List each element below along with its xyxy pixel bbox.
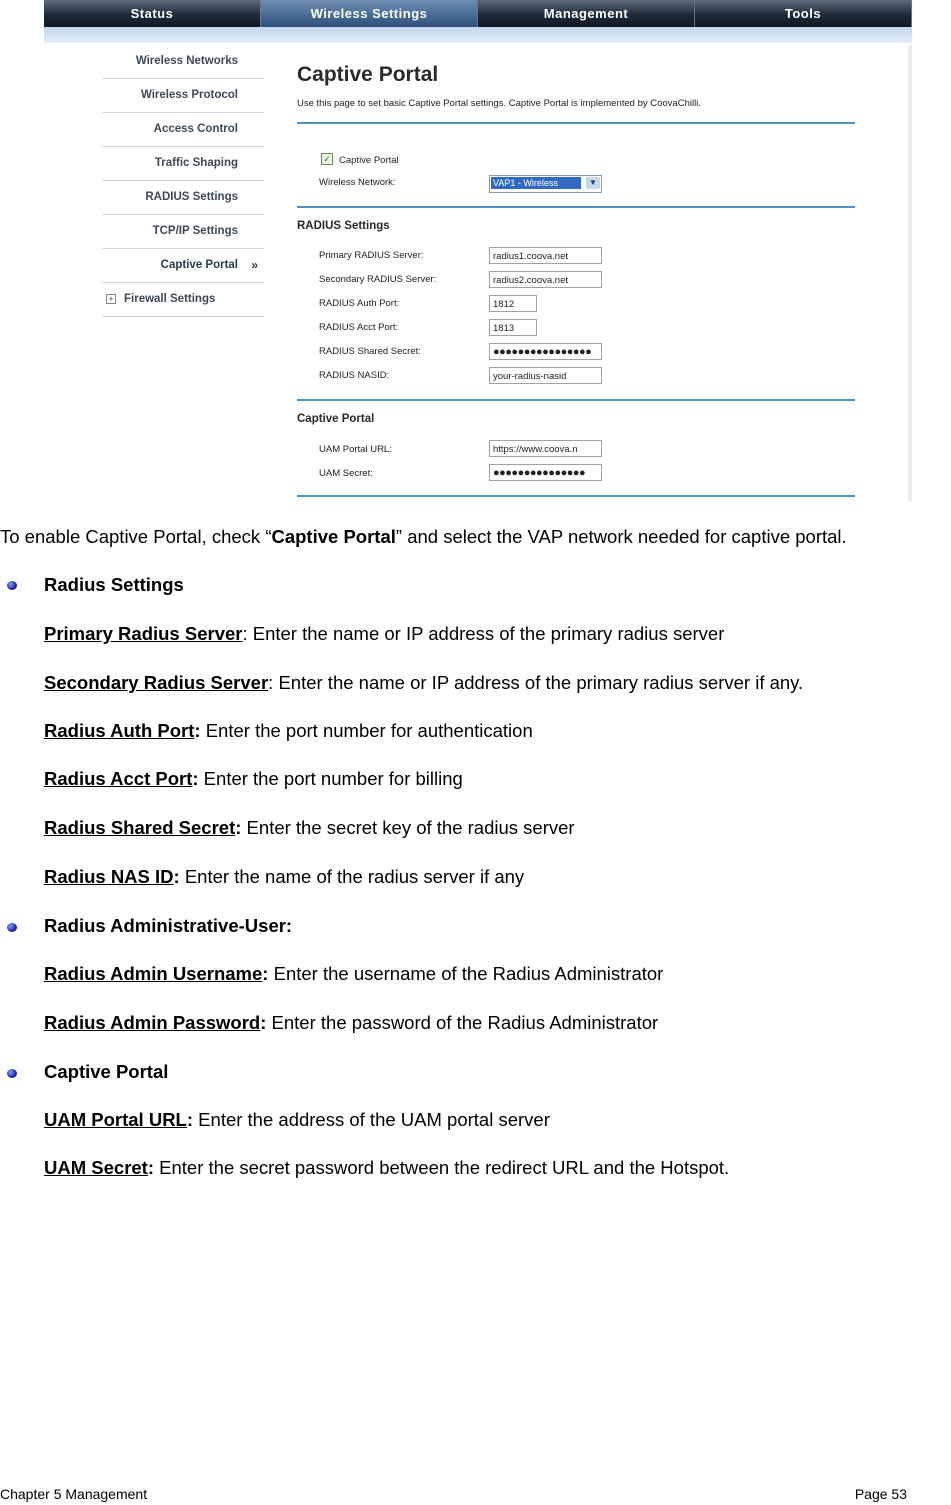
radius-auth-port-label: RADIUS Auth Port:: [319, 298, 400, 309]
page-title: Captive Portal: [297, 63, 439, 86]
sidebar-item-wireless-networks[interactable]: Wireless Networks: [102, 45, 264, 79]
uam-portal-url-input[interactable]: https://www.coova.n: [489, 440, 602, 457]
double-chevron-right-icon: »: [251, 258, 258, 272]
uam-secret-label: UAM Secret:: [319, 468, 373, 479]
sidebar-item-traffic-shaping[interactable]: Traffic Shaping: [102, 147, 264, 181]
description: Enter the secret key of the radius server: [241, 817, 575, 838]
colon: :: [194, 720, 201, 741]
description: : Enter the name or IP address of the primary radius server: [242, 623, 725, 644]
colon: :: [186, 1109, 194, 1130]
description: Enter the port number for authentication: [200, 720, 533, 741]
wireless-network-select[interactable]: [489, 175, 602, 193]
scrollbar[interactable]: [908, 45, 912, 502]
sub-header-bar: [44, 27, 912, 43]
divider: [297, 206, 855, 208]
radius-nasid-label: RADIUS NASID:: [319, 370, 390, 381]
secondary-server-item: [44, 672, 803, 694]
term: Radius Admin Password: [44, 1012, 261, 1033]
radius-settings-heading: RADIUS Settings: [297, 220, 390, 232]
primary-server-item: [44, 623, 724, 645]
chevron-down-icon[interactable]: ▼: [586, 177, 600, 189]
description: Enter the secret password between the redirect URL and the Hotspot.: [154, 1157, 730, 1178]
sidebar-item-access-control[interactable]: Access Control: [102, 113, 264, 147]
term: UAM Secret: [44, 1157, 148, 1178]
intro-text: To enable Captive Portal, check “: [0, 526, 272, 547]
captive-portal-checkbox[interactable]: ✓: [321, 153, 333, 165]
sidebar-item-radius-settings[interactable]: RADIUS Settings: [102, 181, 264, 215]
tab-wireless-settings[interactable]: Wireless Settings: [261, 0, 478, 27]
bullet-icon: [7, 923, 17, 932]
shared-secret-item: [44, 817, 575, 839]
intro-paragraph: [0, 526, 847, 548]
sidebar-item-label: Firewall Settings: [124, 293, 216, 305]
description: Enter the password of the Radius Administrator: [266, 1012, 659, 1033]
description: : Enter the name or IP address of the primary radius server if any.: [268, 672, 804, 693]
wireless-network-value: VAP1 - Wireless: [491, 177, 581, 189]
term: UAM Portal URL: [44, 1109, 187, 1130]
sidebar-item-tcpip-settings[interactable]: TCP/IP Settings: [102, 215, 264, 249]
radius-auth-port-input[interactable]: 1812: [489, 295, 537, 312]
colon: :: [262, 963, 269, 984]
captive-portal-screenshot: [44, 0, 912, 502]
radius-acct-port-input[interactable]: 1813: [489, 319, 537, 336]
tab-status[interactable]: Status: [44, 0, 261, 27]
tab-tools[interactable]: Tools: [695, 0, 912, 27]
description: Enter the username of the Radius Administrator: [268, 963, 664, 984]
radius-acct-port-label: RADIUS Acct Port:: [319, 322, 399, 333]
secondary-radius-server-label: Secondary RADIUS Server:: [319, 274, 437, 285]
sidebar-item-firewall-settings[interactable]: [102, 283, 264, 317]
top-navigation: [44, 0, 912, 27]
admin-username-item: [44, 963, 663, 985]
uam-portal-url-label: UAM Portal URL:: [319, 444, 392, 455]
description: Enter the address of the UAM portal server: [193, 1109, 550, 1130]
radius-shared-secret-label: RADIUS Shared Secret:: [319, 346, 421, 357]
intro-text: ” and select the VAP network needed for captive portal.: [395, 526, 847, 547]
radius-settings-heading: Radius Settings: [44, 574, 184, 595]
intro-bold: Captive Portal: [271, 526, 396, 547]
colon: :: [173, 866, 180, 887]
divider: [297, 399, 855, 401]
uam-secret-input[interactable]: ●●●●●●●●●●●●●●●: [489, 464, 602, 481]
term: Radius Shared Secret: [44, 817, 236, 838]
primary-radius-server-input[interactable]: radius1.coova.net: [489, 247, 602, 264]
term: Radius Acct Port: [44, 768, 193, 789]
acct-port-item: [44, 768, 463, 790]
uam-url-item: [44, 1109, 550, 1131]
colon: :: [147, 1157, 155, 1178]
admin-password-item: [44, 1012, 658, 1034]
uam-secret-item: [44, 1157, 729, 1179]
auth-port-item: [44, 720, 533, 742]
colon: :: [260, 1012, 267, 1033]
captive-portal-heading: Captive Portal: [44, 1061, 169, 1082]
term: Secondary Radius Server: [44, 672, 269, 693]
secondary-radius-server-input[interactable]: radius2.coova.net: [489, 271, 602, 288]
term: Radius Admin Username: [44, 963, 263, 984]
radius-admin-heading: Radius Administrative-User:: [44, 915, 293, 936]
divider: [297, 495, 855, 497]
page-description: Use this page to set basic Captive Portal settings. Captive Portal is implemented by CoovaChilli.: [297, 98, 701, 109]
divider: [297, 122, 855, 124]
sidebar-item-wireless-protocol[interactable]: Wireless Protocol: [102, 79, 264, 113]
nas-id-item: [44, 866, 524, 888]
bullet-icon: [7, 1069, 17, 1078]
term: Primary Radius Server: [44, 623, 243, 644]
sidebar-item-label: Captive Portal: [160, 259, 238, 271]
footer-chapter: Chapter 5 Management: [0, 1486, 148, 1502]
wireless-network-label: Wireless Network:: [319, 177, 396, 188]
primary-radius-server-label: Primary RADIUS Server:: [319, 250, 424, 261]
tab-management[interactable]: Management: [478, 0, 695, 27]
colon: :: [235, 817, 242, 838]
bullet-icon: [7, 581, 17, 590]
captive-portal-section-heading: Captive Portal: [297, 413, 375, 425]
captive-portal-checkbox-label: Captive Portal: [339, 155, 399, 166]
radius-nasid-input[interactable]: your-radius-nasid: [489, 367, 602, 384]
colon: :: [192, 768, 199, 789]
term: Radius NAS ID: [44, 866, 174, 887]
expand-plus-icon[interactable]: +: [106, 294, 116, 304]
description: Enter the name of the radius server if any: [179, 866, 525, 887]
radius-shared-secret-input[interactable]: ●●●●●●●●●●●●●●●●: [489, 343, 602, 360]
footer-page-number: Page 53: [854, 1486, 907, 1502]
sidebar-menu: [102, 45, 264, 317]
term: Radius Auth Port: [44, 720, 195, 741]
sidebar-item-captive-portal[interactable]: [102, 249, 264, 283]
description: Enter the port number for billing: [198, 768, 463, 789]
